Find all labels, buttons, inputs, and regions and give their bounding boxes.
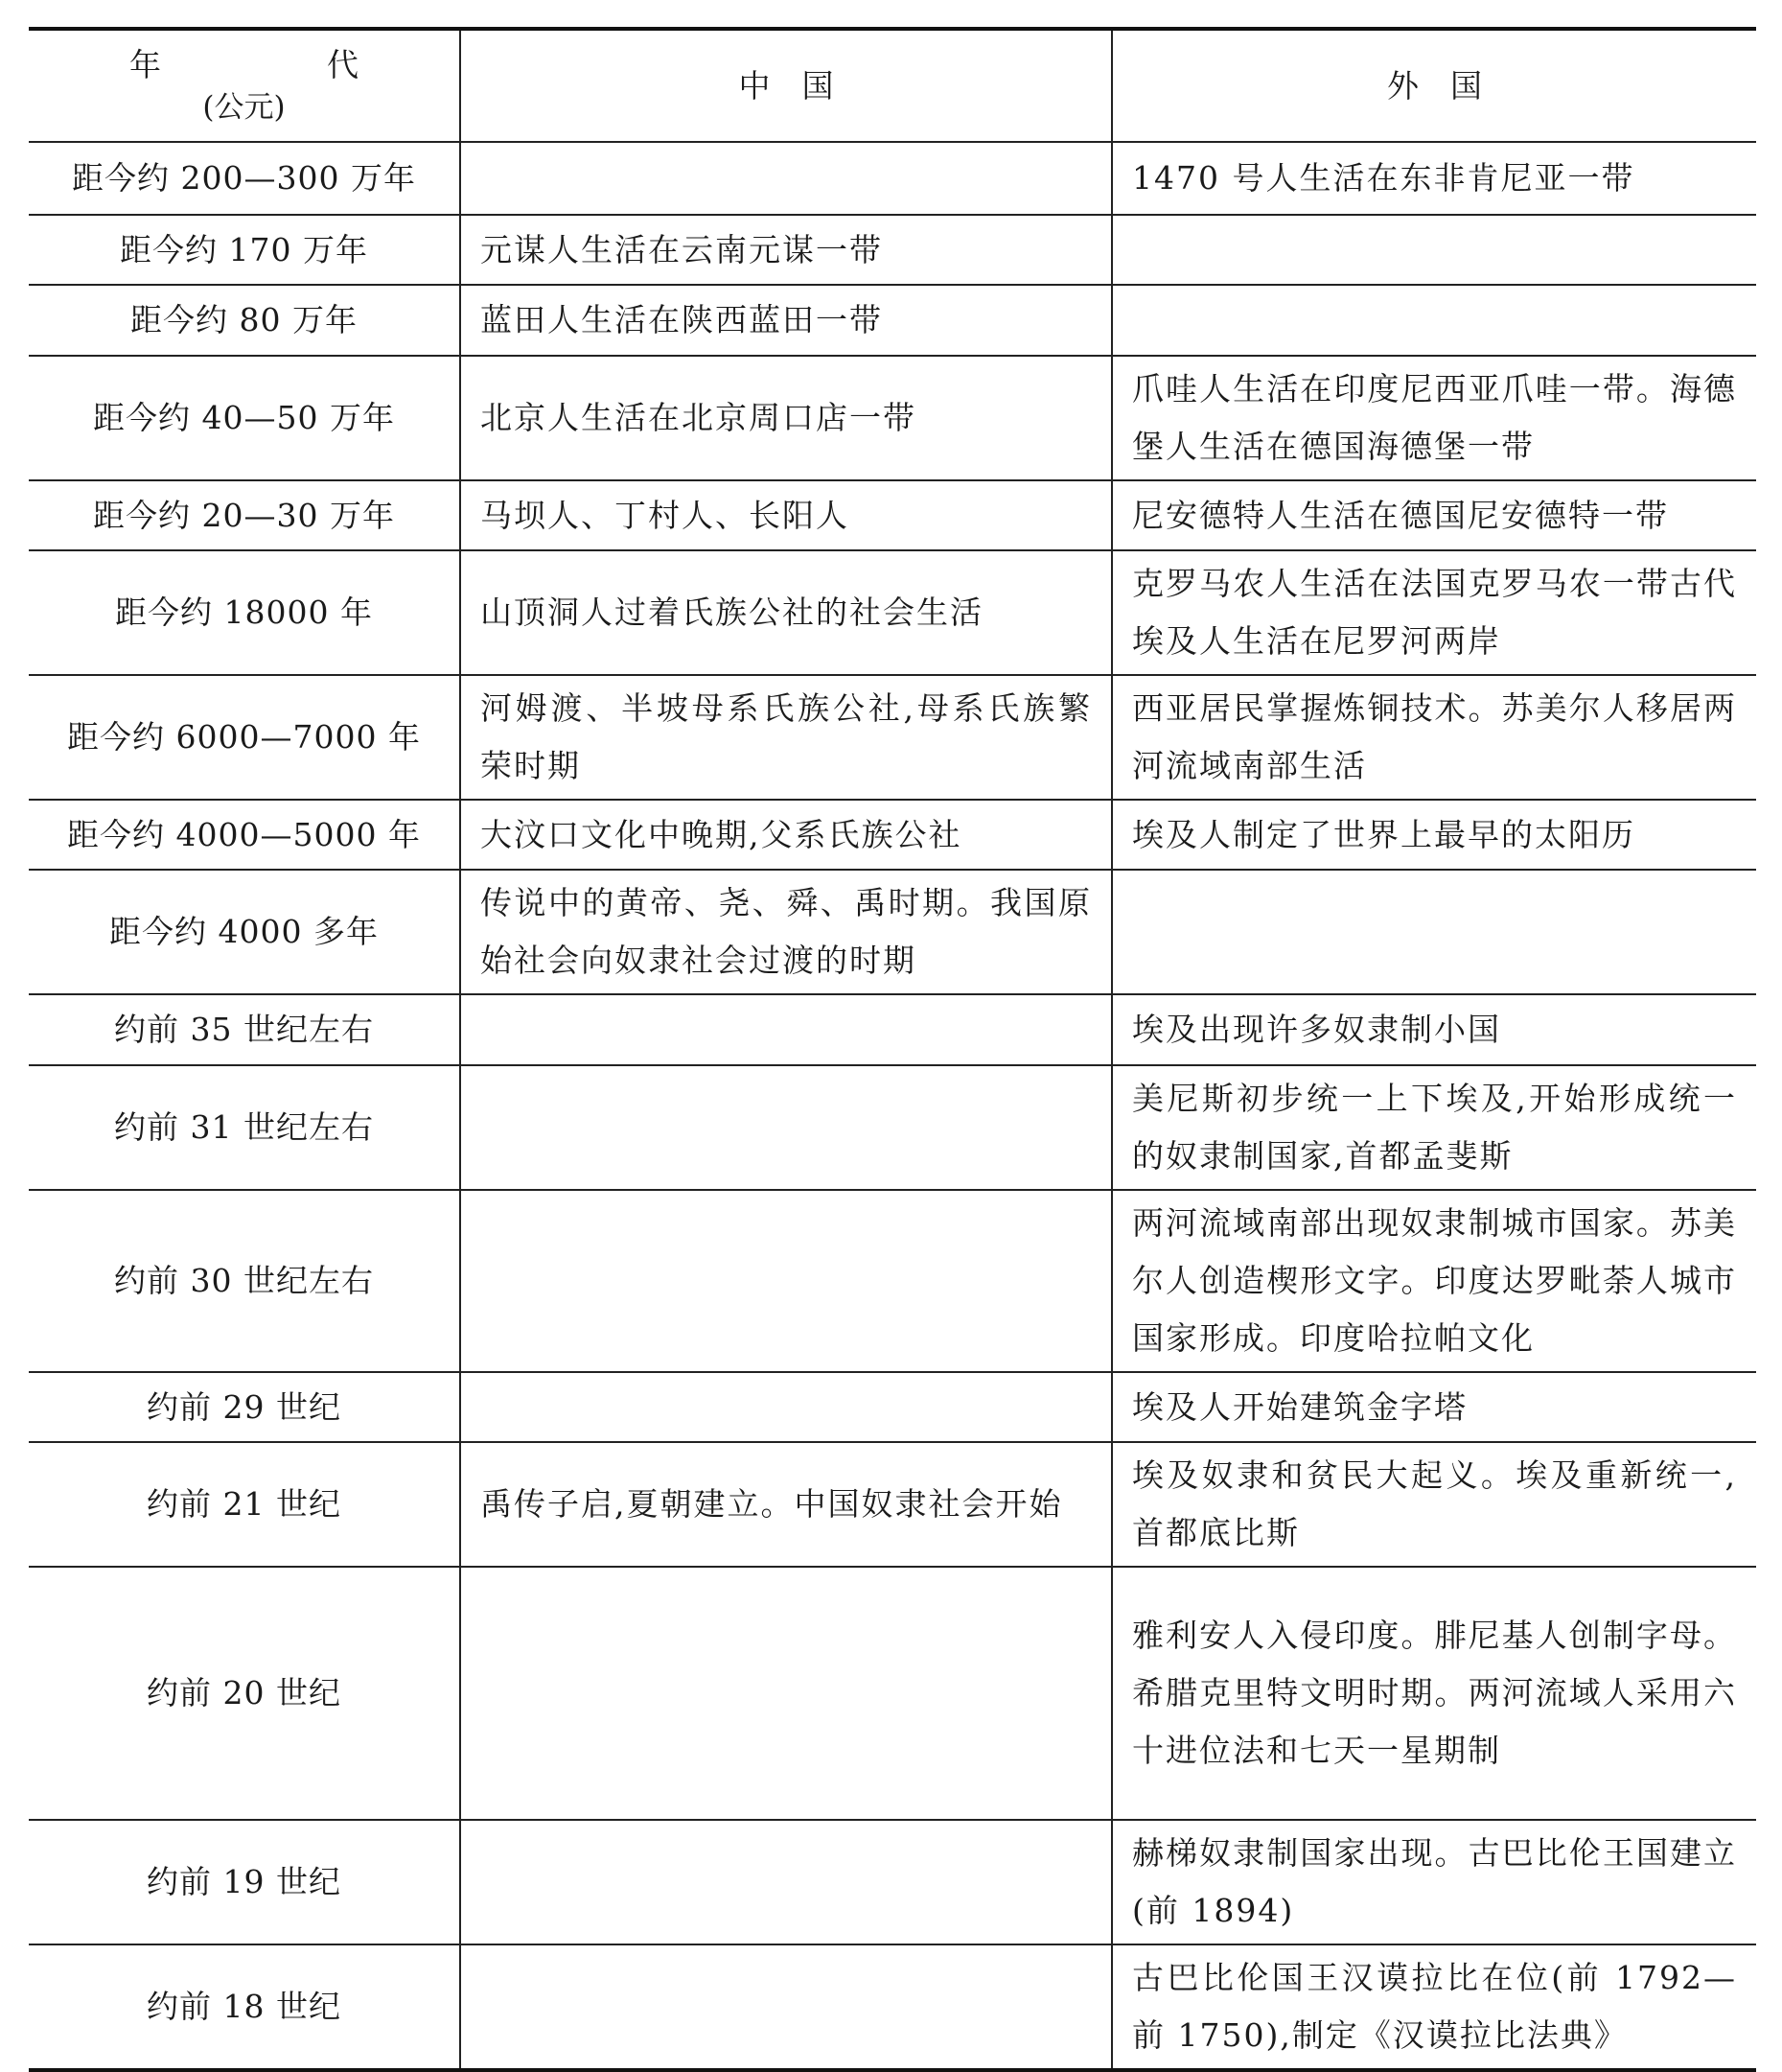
era-cell: 距今约 18000 年 (29, 550, 460, 675)
table-row (29, 550, 1756, 675)
table-row (29, 142, 1756, 215)
header-china (460, 29, 1112, 142)
china-cell: 北京人生活在北京周口店一带 (460, 356, 1112, 480)
foreign-cell: 埃及人开始建筑金字塔 (1112, 1372, 1756, 1442)
foreign-cell: 雅利安人入侵印度。腓尼基人创制字母。希腊克里特文明时期。两河流域人采用六十进位法和七天一星期制 (1112, 1567, 1756, 1820)
foreign-cell: 古巴比伦国王汉谟拉比在位(前 1792—前 1750),制定《汉谟拉比法典》 (1112, 1944, 1756, 2070)
header-foreign (1112, 29, 1756, 142)
era-cell: 约前 31 世纪左右 (29, 1065, 460, 1190)
foreign-cell: 埃及出现许多奴隶制小国 (1112, 994, 1756, 1065)
header-era-label: 年 代 (129, 45, 426, 83)
era-cell: 约前 19 世纪 (29, 1820, 460, 1944)
china-cell (460, 142, 1112, 215)
foreign-cell: 爪哇人生活在印度尼西亚爪哇一带。海德堡人生活在德国海德堡一带 (1112, 356, 1756, 480)
header-era (29, 29, 460, 142)
china-cell (460, 1820, 1112, 1944)
table-row (29, 215, 1756, 285)
china-cell (460, 1944, 1112, 2070)
table-row (29, 480, 1756, 550)
table-row (29, 800, 1756, 870)
china-cell: 山顶洞人过着氏族公社的社会生活 (460, 550, 1112, 675)
table-row (29, 1190, 1756, 1372)
era-cell: 距今约 80 万年 (29, 285, 460, 356)
china-cell: 蓝田人生活在陕西蓝田一带 (460, 285, 1112, 356)
table-row (29, 1820, 1756, 1944)
china-cell: 禹传子启,夏朝建立。中国奴隶社会开始 (460, 1442, 1112, 1567)
era-cell: 距今约 4000—5000 年 (29, 800, 460, 870)
chronology-page (29, 27, 1756, 2072)
era-cell: 距今约 200—300 万年 (29, 142, 460, 215)
foreign-cell: 两河流域南部出现奴隶制城市国家。苏美尔人创造楔形文字。印度达罗毗荼人城市国家形成。印度哈拉帕文化 (1112, 1190, 1756, 1372)
table-row (29, 285, 1756, 356)
era-cell: 距今约 40—50 万年 (29, 356, 460, 480)
table-row (29, 870, 1756, 994)
era-cell: 约前 18 世纪 (29, 1944, 460, 2070)
foreign-cell (1112, 285, 1756, 356)
foreign-cell: 埃及奴隶和贫民大起义。埃及重新统一,首都底比斯 (1112, 1442, 1756, 1567)
era-cell: 约前 21 世纪 (29, 1442, 460, 1567)
era-cell: 约前 20 世纪 (29, 1567, 460, 1820)
china-cell (460, 1567, 1112, 1820)
foreign-cell: 美尼斯初步统一上下埃及,开始形成统一的奴隶制国家,首都孟斐斯 (1112, 1065, 1756, 1190)
china-cell: 大汶口文化中晚期,父系氏族公社 (460, 800, 1112, 870)
foreign-cell: 西亚居民掌握炼铜技术。苏美尔人移居两河流域南部生活 (1112, 675, 1756, 800)
foreign-cell: 尼安德特人生活在德国尼安德特一带 (1112, 480, 1756, 550)
header-china-label: 中 国 (738, 66, 834, 105)
china-cell (460, 1065, 1112, 1190)
table-row (29, 1944, 1756, 2070)
china-cell (460, 1190, 1112, 1372)
table-row (29, 675, 1756, 800)
era-cell: 约前 35 世纪左右 (29, 994, 460, 1065)
china-cell: 传说中的黄帝、尧、舜、禹时期。我国原始社会向奴隶社会过渡的时期 (460, 870, 1112, 994)
china-cell: 马坝人、丁村人、长阳人 (460, 480, 1112, 550)
foreign-cell: 克罗马农人生活在法国克罗马农一带古代埃及人生活在尼罗河两岸 (1112, 550, 1756, 675)
chronology-table (29, 27, 1756, 2072)
era-cell: 距今约 170 万年 (29, 215, 460, 285)
table-row (29, 1567, 1756, 1820)
foreign-cell: 1470 号人生活在东非肯尼亚一带 (1112, 142, 1756, 215)
foreign-cell: 赫梯奴隶制国家出现。古巴比伦王国建立(前 1894) (1112, 1820, 1756, 1944)
china-cell: 河姆渡、半坡母系氏族公社,母系氏族繁荣时期 (460, 675, 1112, 800)
table-row (29, 1442, 1756, 1567)
table-row (29, 356, 1756, 480)
foreign-cell (1112, 870, 1756, 994)
foreign-cell (1112, 215, 1756, 285)
era-cell: 距今约 20—30 万年 (29, 480, 460, 550)
china-cell (460, 1372, 1112, 1442)
table-row (29, 994, 1756, 1065)
era-cell: 距今约 6000—7000 年 (29, 675, 460, 800)
table-row (29, 1065, 1756, 1190)
china-cell: 元谋人生活在云南元谋一带 (460, 215, 1112, 285)
foreign-cell: 埃及人制定了世界上最早的太阳历 (1112, 800, 1756, 870)
header-foreign-label: 外 国 (1387, 66, 1482, 105)
china-cell (460, 994, 1112, 1065)
header-row (29, 29, 1756, 142)
era-cell: 约前 29 世纪 (29, 1372, 460, 1442)
era-cell: 约前 30 世纪左右 (29, 1190, 460, 1372)
header-era-sub: (公元) (202, 89, 286, 125)
era-cell: 距今约 4000 多年 (29, 870, 460, 994)
table-row (29, 1372, 1756, 1442)
